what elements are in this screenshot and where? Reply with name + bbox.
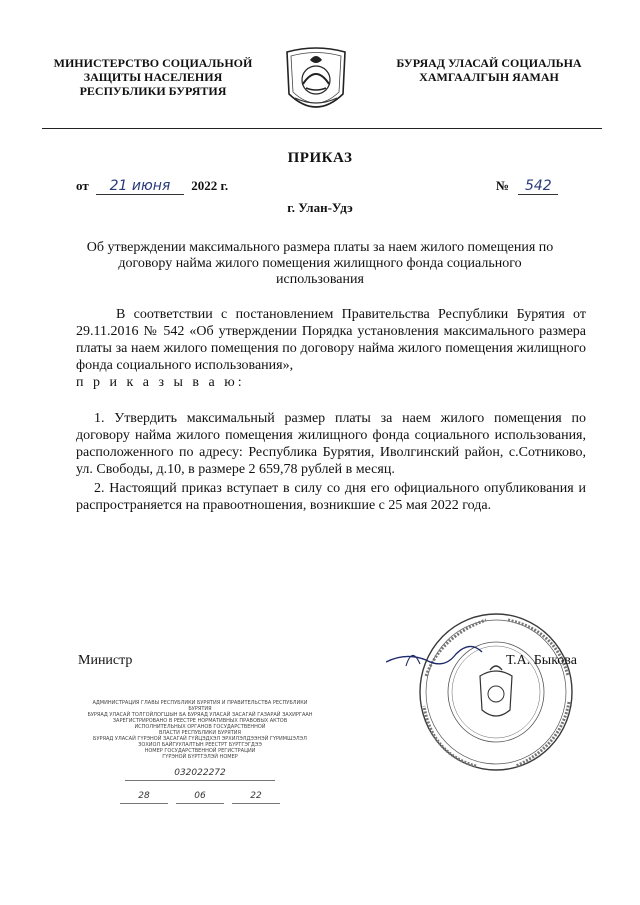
- number-prefix: №: [496, 178, 510, 193]
- reg-day: 28: [138, 791, 150, 801]
- ministry-name-bua: [378, 56, 600, 84]
- date-handwritten: 21 июня: [96, 178, 184, 195]
- reg-line: БУРЯАД УЛАСАЙ ГҮРЭНОЙ ЗАСАГАЙ ГҮЙЦЭДХЭЛ ЭРХИЛЭЛДЭЭНЭЙ ГҮРИМШЭЛЭЛ: [93, 736, 307, 742]
- reg-line: ЗОХИОЛ БАЙГУУЛАЛТЫН РЕЕСТРТ БҮРТГЭГДЭЭ: [138, 742, 262, 748]
- order-item-1: 1. Утвердить максимальный размер платы за наем жилого помещения по договору найма жилого помещения жилищного фонда социального использования, расположенного по адресу: Республика Бурятия, Иволгинский район, с.Сотниково, ул. Свободы, д.10, в размере 2 659,78 рублей в месяц.: [76, 411, 586, 477]
- preamble-text: В соответствии с постановлением Правительства Республики Бурятия от 29.11.2016 № 542 «Об утверждении Порядка установления максимального размера платы за наем жилого помещения по договору найма жилого помещения жилищного фонда социального использования»,: [76, 307, 586, 373]
- ministry-line: МИНИСТЕРСТВО СОЦИАЛЬНОЙ: [53, 56, 253, 70]
- document-title: ПРИКАЗ: [287, 150, 353, 166]
- registration-stamp: [82, 700, 318, 808]
- reg-line: ВЛАСТИ РЕСПУБЛИКИ БУРЯТИЯ: [158, 730, 241, 736]
- order-date: [76, 178, 228, 195]
- reg-line: АДМИНИСТРАЦИЯ ГЛАВЫ РЕСПУБЛИКИ БУРЯТИЯ И ПРАВИТЕЛЬСТВА РЕСПУБЛИКИ БУРЯТИЯ: [92, 700, 308, 712]
- header-divider: [42, 128, 602, 129]
- order-subject: Об утверждении максимального размера платы за наем жилого помещения по договору найма жилого помещения жилищного фонда социального использования: [86, 240, 554, 287]
- reg-line: ИСПОЛНИТЕЛЬНЫХ ОРГАНОВ ГОСУДАРСТВЕННОЙ: [134, 724, 266, 730]
- official-seal-stamp: [386, 606, 596, 778]
- ministry-line: ЗАЩИТЫ НАСЕЛЕНИЯ: [83, 70, 223, 84]
- reg-line: НОМЕР ГОСУДАРСТВЕННОЙ РЕГИСТРАЦИИ: [144, 748, 256, 754]
- date-prefix: от: [76, 178, 89, 193]
- number-handwritten: 542: [518, 178, 558, 195]
- order-number: [496, 178, 558, 195]
- ministry-line: РЕСПУБЛИКИ БУРЯТИЯ: [79, 84, 227, 98]
- ministry-line: ХАМГААЛГЫН ЯАМАН: [419, 70, 559, 84]
- reg-number: 032022272: [174, 768, 226, 778]
- reg-year: 22: [250, 791, 262, 801]
- ministry-line: БУРЯАД УЛАСАЙ СОЦИАЛЬНА: [396, 56, 582, 70]
- order-word: п р и к а з ы в а ю:: [76, 375, 245, 390]
- reg-line: ЗАРЕГИСТРИРОВАНО В РЕЕСТРЕ НОРМАТИВНЫХ ПРАВОВЫХ АКТОВ: [112, 718, 288, 724]
- signer-title: Министр: [78, 653, 133, 668]
- reg-line: ГҮРЭНОЙ БҮРТГЭЛЭЙ НОМЕР: [162, 754, 238, 760]
- reg-month: 06: [194, 791, 206, 801]
- order-item-2: 2. Настоящий приказ вступает в силу со дня его официального опубликования и распространяется на правоотношения, возникшие с 25 мая 2022 года.: [76, 481, 586, 513]
- city: г. Улан-Удэ: [287, 200, 353, 215]
- preamble-block: [76, 306, 586, 391]
- reg-line: БУРЯАД УЛАСАЙ ТОЛГОЙЛОГШЫН БА БУРЯАД УЛАСАЙ ЗАСАГАЙ ГАЗАРАЙ ЗАХИРГААН: [87, 712, 313, 718]
- ministry-name-ru: [48, 56, 258, 98]
- signer-name: Т.А. Быкова: [506, 653, 577, 668]
- coat-of-arms-emblem: [281, 44, 351, 120]
- date-year: 2022 г.: [191, 178, 229, 193]
